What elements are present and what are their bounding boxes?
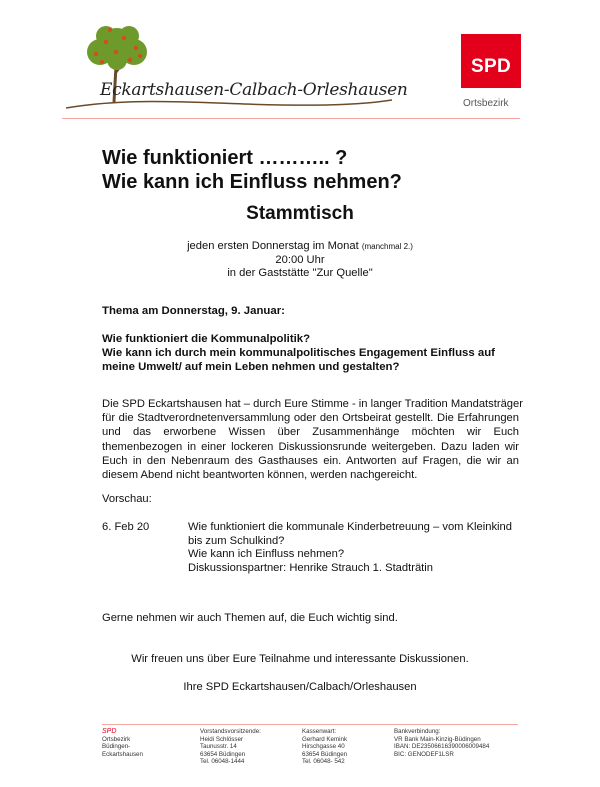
- footer-chair: [200, 728, 261, 766]
- signature: Ihre SPD Eckartshausen/Calbach/Orleshausen: [183, 681, 417, 693]
- footer-line: Ortsbezirk: [102, 735, 131, 743]
- event-place: in der Gaststätte "Zur Quelle": [227, 267, 373, 279]
- headline-line-2: Wie kann ich Einfluss nehmen?: [102, 171, 402, 193]
- footer-line: IBAN: DE23506616390006009484: [394, 743, 490, 751]
- footer-line: Heidi Schlösser: [200, 735, 243, 743]
- footer-line: 63654 Büdingen: [302, 750, 348, 758]
- footer-line: Hirschgasse 40: [302, 743, 345, 751]
- paragraph-line: Die SPD Eckartshausen hat – durch Eure Stimme - in langer Tradition Mandatsträger: [102, 398, 523, 410]
- footer-treasurer: [302, 728, 347, 766]
- thanks-line: Wir freuen uns über Eure Teilnahme und interessante Diskussionen.: [131, 653, 469, 665]
- event-time: 20:00 Uhr: [275, 253, 325, 266]
- footer-line: Eckartshausen: [102, 750, 143, 758]
- preview-line: Diskussionspartner: Henrike Strauch 1. Stadträtin: [188, 561, 433, 574]
- topic-questions: [102, 333, 522, 374]
- paragraph-line: und das erworbene Wissen über Zusammenhänge möchten wir Euch: [102, 426, 519, 439]
- topic-heading: Thema am Donnerstag, 9. Januar:: [102, 305, 285, 317]
- intro-paragraph: [102, 397, 523, 482]
- topics-invite: Gerne nehmen wir auch Themen auf, die Euch wichtig sind.: [102, 612, 398, 624]
- spd-logo: SPD: [461, 34, 521, 88]
- footer-line: Bankverbindung:: [394, 728, 441, 735]
- question-line: Wie funktioniert die Kommunalpolitik?: [102, 333, 311, 345]
- paragraph-line: Euch in den Nebenraum des Gasthauses ein. Antworten auf Fragen, die wir an: [102, 454, 519, 467]
- question-line: meine Umwelt/ auf mein Leben nehmen und gestalten?: [102, 360, 400, 373]
- page-headline: [102, 146, 402, 194]
- preview-line: Wie kann ich Einfluss nehmen?: [188, 548, 345, 561]
- preview-date: 6. Feb 20: [102, 521, 150, 533]
- footer-line: Gerhard Kemink: [302, 735, 348, 743]
- footer-divider: [102, 724, 518, 725]
- preview-line: bis zum Schulkind?: [188, 534, 285, 547]
- footer-line: Büdingen-: [102, 743, 131, 751]
- paragraph-line: themenbezogen in einer lockeren Diskussionsrunde weitergeben. Dazu laden wir: [102, 440, 519, 453]
- footer-bank: [394, 728, 489, 758]
- footer-line: Taunusstr. 14: [200, 743, 237, 751]
- footer-spd: SPD: [102, 728, 117, 735]
- event-when-note: (manchmal 2.): [361, 242, 413, 251]
- footer-line: 63654 Büdingen: [200, 750, 246, 758]
- logo-wordmark: Eckartshausen-Calbach-Orleshausen: [100, 80, 408, 100]
- footer-line: Tel. 06048- 542: [302, 758, 345, 766]
- event-title: Stammtisch: [246, 203, 354, 224]
- question-line: Wie kann ich durch mein kommunalpolitisches Engagement Einfluss auf: [102, 346, 495, 359]
- footer-line: BIC: GENODEF1LSR: [394, 750, 454, 758]
- footer-org: [102, 728, 143, 758]
- event-schedule: [0, 240, 600, 281]
- preview-description: [188, 521, 512, 575]
- footer-line: Vorstandsvorsitzende:: [200, 728, 261, 735]
- paragraph-line: diesem Abend nicht beantworten können, werden nachgereicht.: [102, 468, 418, 481]
- footer-line: Tel. 06048-1444: [200, 758, 245, 766]
- paragraph-line: für die Stadtverordnetenversammlung oder den Ortsbeirat gestellt. Die Erfahrungen: [102, 412, 519, 425]
- header-divider: [62, 118, 520, 119]
- preview-label: Vorschau:: [102, 493, 152, 505]
- event-when: jeden ersten Donnerstag im Monat: [187, 240, 359, 252]
- headline-line-1: Wie funktioniert ……….. ?: [102, 147, 348, 169]
- footer-line: Kassenwart:: [302, 728, 337, 735]
- footer-line: VR Bank Main-Kinzig-Büdingen: [394, 735, 481, 743]
- preview-line: Wie funktioniert die kommunale Kinderbetreuung – vom Kleinkind: [188, 521, 512, 533]
- spd-subtitle: Ortsbezirk: [463, 98, 509, 109]
- logo-swoosh: [64, 96, 394, 110]
